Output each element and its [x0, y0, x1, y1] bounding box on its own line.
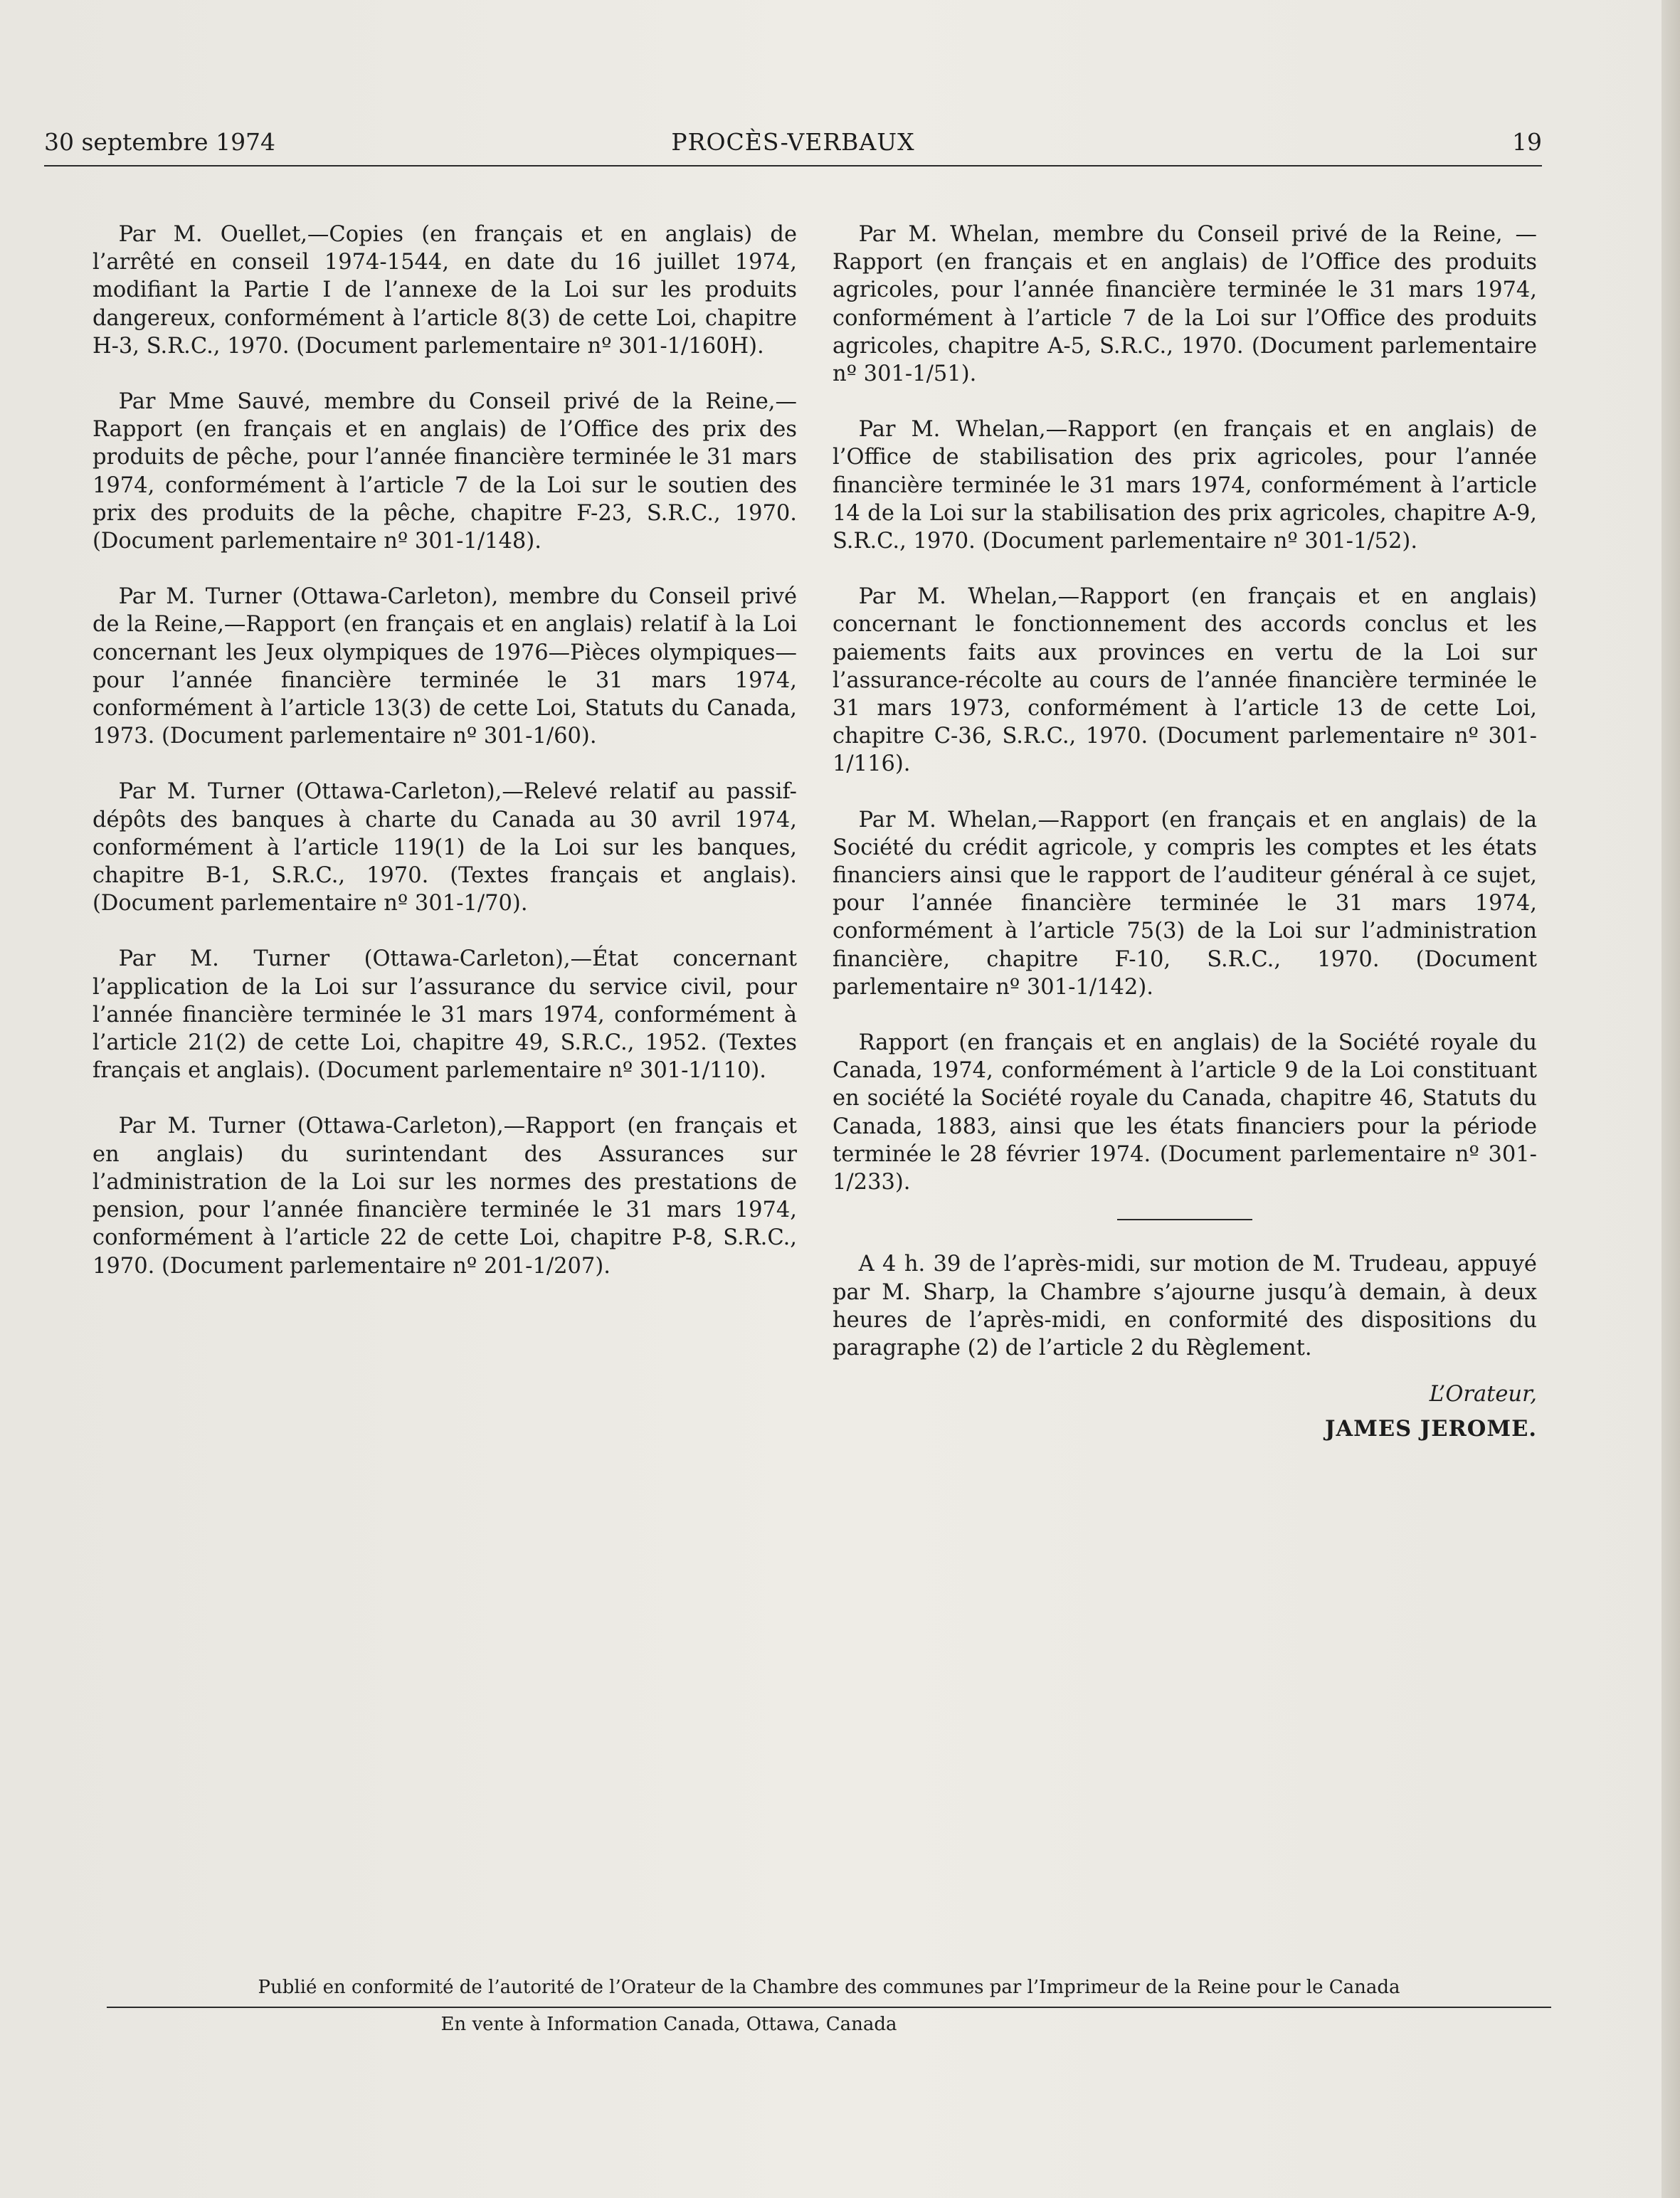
section-divider: [1117, 1219, 1252, 1220]
left-paragraph-2: Par Mme Sauvé, membre du Conseil privé de la Reine,—Rapport (en français et en anglais) de l’Office des prix des produits de pêche, pour l’année financière terminée le 31 mars 1974, conformément à l’article 7 de la Loi sur le soutien des prix des produits de la pêche, chapitre F-23, S.R.C., 1970. (Document parlementaire nº 301-1/148).: [93, 389, 797, 554]
right-paragraph-5: Rapport (en français et en anglais) de la Société royale du Canada, 1974, conformément à l’article 9 de la Loi constituant en société la Société royale du Canada, chapitre 46, Statuts du Canada, 1883, ainsi que les états financiers pour la période terminée le 28 février 1974. (Document parlementaire nº 301-1/233).: [833, 1030, 1537, 1195]
left-paragraph-4: Par M. Turner (Ottawa-Carleton),—Relevé relatif au passif-dépôts des banques à charte du Canada au 30 avril 1974, conformément à l’article 119(1) de la Loi sur les banques, chapitre B-1, S.R.C., 1970. (Textes français et anglais). (Document parlementaire nº 301-1/70).: [93, 779, 797, 916]
header-date: 30 septembre 1974: [44, 128, 276, 156]
right-paragraph-2: Par M. Whelan,—Rapport (en français et en anglais) de l’Office de stabilisation des prix agricoles, pour l’année financière terminée le 31 mars 1974, conformément à l’article 14 de la Loi sur la stabilisation des prix agricoles, chapitre A-9, S.R.C., 1970. (Document parlementaire nº 301-1/52).: [833, 417, 1537, 554]
header-title: PROCÈS-VERBAUX: [671, 128, 915, 156]
right-column: [833, 221, 1537, 1444]
page-number: 19: [1512, 128, 1542, 156]
right-paragraph-1: Par M. Whelan, membre du Conseil privé de la Reine, —Rapport (en français et en anglais) de l’Office des produits agricoles, pour l’année financière terminée le 31 mars 1974, conformément à l’article 7 de la Loi sur l’Office des produits agricoles, chapitre A-5, S.R.C., 1970. (Document parlementaire nº 301-1/51).: [833, 222, 1537, 387]
page-header: [44, 128, 1542, 165]
left-paragraph-3: Par M. Turner (Ottawa-Carleton), membre du Conseil privé de la Reine,—Rapport (en français et en anglais) relatif à la Loi concernant les Jeux olympiques de 1976—Pièces olympiques—pour l’année financière terminée le 31 mars 1974, conformément à l’article 13(3) de cette Loi, Statuts du Canada, 1973. (Document parlementaire nº 301-1/60).: [93, 584, 797, 749]
right-paragraph-4: Par M. Whelan,—Rapport (en français et en anglais) de la Société du crédit agricole, y compris les comptes et les états financiers ainsi que le rapport de l’auditeur général à ce sujet, pour l’année financière terminée le 31 mars 1974, conformément à l’article 75(3) de la Loi sur l’administration financière, chapitre F-10, S.R.C., 1970. (Document parlementaire nº 301-1/142).: [833, 807, 1537, 1000]
left-paragraph-1: Par M. Ouellet,—Copies (en français et en anglais) de l’arrêté en conseil 1974-1544, en date du 16 juillet 1974, modifiant la Partie I de l’annexe de la Loi sur les produits dangereux, conformément à l’article 8(3) de cette Loi, chapitre H-3, S.R.C., 1970. (Document parlementaire nº 301-1/160H).: [93, 222, 797, 359]
publisher-footer: Publié en conformité de l’autorité de l’Orateur de la Chambre des communes par l’Imprimeur de la Reine pour le Canada: [107, 1977, 1551, 2008]
page-edge: [1661, 0, 1680, 2198]
sale-footer: En vente à Information Canada, Ottawa, Canada: [440, 2014, 897, 2035]
signature-name: JAMES JEROME.: [1325, 1416, 1537, 1442]
signature-role: L’Orateur,: [1429, 1382, 1537, 1407]
left-column: [93, 221, 797, 1280]
right-paragraph-3: Par M. Whelan,—Rapport (en français et en anglais) concernant le fonctionnement des accords conclus et les paiements faits aux provinces en vertu de la Loi sur l’assurance-récolte au cours de l’année financière terminée le 31 mars 1973, conformément à l’article 13 de cette Loi, chapitre C-36, S.R.C., 1970. (Document parlementaire nº 301-1/116).: [833, 584, 1537, 777]
left-paragraph-5: Par M. Turner (Ottawa-Carleton),—État concernant l’application de la Loi sur l’assurance du service civil, pour l’année financière terminée le 31 mars 1974, conformément à l’article 21(2) de cette Loi, chapitre 49, S.R.C., 1952. (Textes français et anglais). (Document parlementaire nº 301-1/110).: [93, 946, 797, 1084]
left-paragraph-6: Par M. Turner (Ottawa-Carleton),—Rapport (en français et en anglais) du surintendant des Assurances sur l’administration de la Loi sur les normes des prestations de pension, pour l’année financière terminée le 31 mars 1974, conformément à l’article 22 de cette Loi, chapitre P-8, S.R.C., 1970. (Document parlementaire nº 201-1/207).: [93, 1114, 797, 1279]
header-rule: [44, 165, 1542, 167]
adjournment-paragraph: A 4 h. 39 de l’après-midi, sur motion de M. Trudeau, appuyé par M. Sharp, la Chambre s’ajourne jusqu’à demain, à deux heures de l’après-midi, en conformité des dispositions du paragraphe (2) de l’article 2 du Règlement.: [833, 1252, 1537, 1360]
